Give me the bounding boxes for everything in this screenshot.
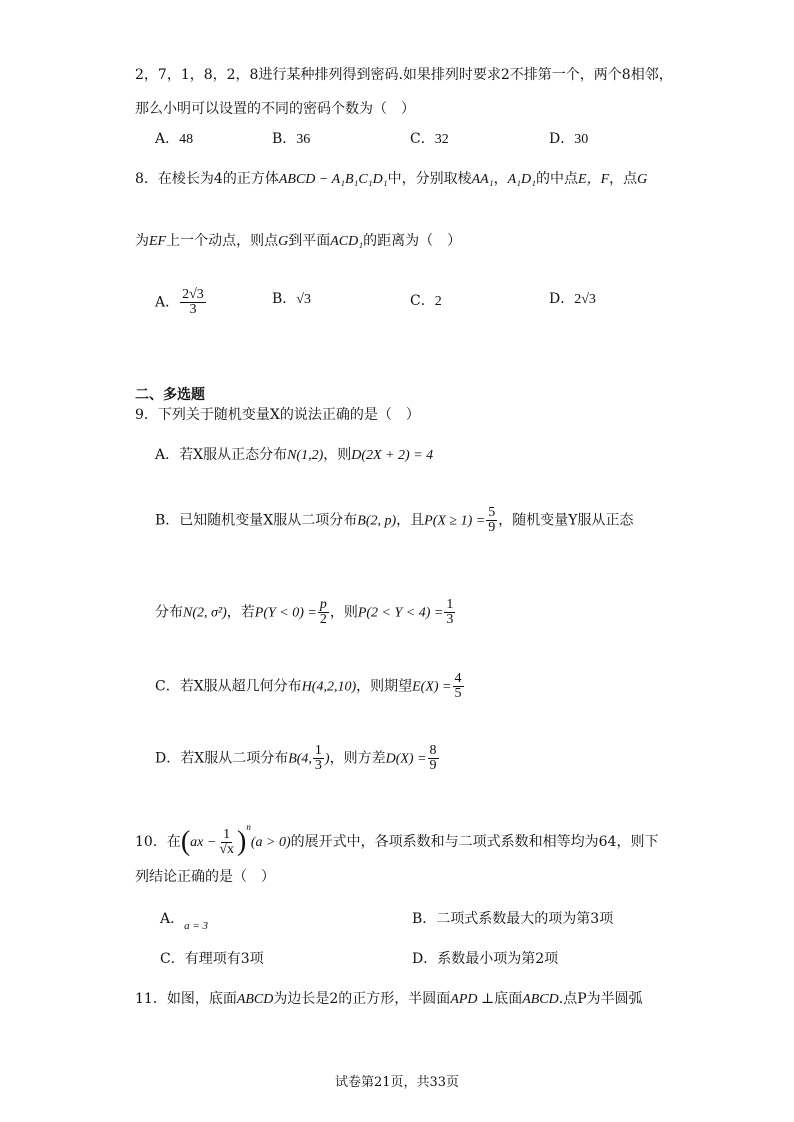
q8-option-c: C．2 (410, 293, 442, 309)
q10-option-c: C．有理项有3项 (160, 951, 264, 967)
page-footer: 试卷第21页，共33页 (334, 1075, 460, 1090)
q8-line1: 8．在棱长为4的正方体ABCD − A₁B₁C₁D₁中，分别取棱AA₁，A₁D₁的中点E，F，点G (135, 171, 648, 187)
q10-option-d: D．系数最小项为第2项 (412, 951, 559, 967)
q10-line2: 列结论正确的是（ ） (135, 869, 275, 885)
q10-option-b: B．二项式系数最大的项为第3项 (412, 911, 614, 927)
q11-line1: 11．如图，底面ABCD为边长是2的正方形，半圆面APD ⊥底面ABCD.点P为半圆弧 (135, 991, 643, 1007)
q8-option-a: A． $\frac{2√3}{3}$ (155, 287, 204, 317)
q10-option-a: A．$_{a = 3}$ (160, 911, 209, 932)
q7-option-a: A．48 (155, 131, 194, 147)
q10-line1: 10．在(ax − $\frac{1}{√x}$ )$^n$(a > 0)的展开式中，各项系数和与二项式系数和相等均为64，则下 (135, 822, 659, 857)
section-heading: 二、多选题 (135, 387, 205, 403)
q9-option-d: D．若X服从二项分布B(4, $\frac{1}{3}$ )，则方差D(X) = $\frac{8}{9}$ (155, 743, 437, 773)
q9-option-c: C．若X服从超几何分布H(4,2,10)，则期望E(X) = $\frac{4}{5}$ (155, 671, 462, 701)
q7-line2: 那么小明可以设置的不同的密码个数为（ ） (135, 101, 415, 117)
q7-option-b: B．36 (272, 131, 311, 147)
q7-option-c: C．32 (410, 131, 449, 147)
q9-option-a: A．若X服从正态分布N(1,2)，则D(2X + 2) = 4 (155, 447, 434, 463)
q8-option-b: B．√3 (272, 291, 311, 307)
q7-line1: 2，7，1，8，2，8进行某种排列得到密码.如果排列时要求2不排第一个，两个8相邻， (135, 67, 673, 83)
q9-option-b: B．已知随机变量X服从二项分布B(2, p)，且P(X ≥ 1) = $\frac{5}{9}$ ，随机变量Y服从正态 (155, 505, 634, 535)
q7-option-d: D．30 (549, 131, 589, 147)
q8-line2: 为EF上一个动点，则点G到平面ACD₁的距离为（ ） (135, 233, 462, 249)
q8-option-d: D．2√3 (549, 291, 596, 307)
q9-option-b-line2: 分布N(2, σ²)，若P(Y < 0) = $\frac{p}{2}$ ，则P(2 < Y < 4) = $\frac{1}{3}$ (155, 597, 454, 627)
q9-stem: 9．下列关于随机变量X的说法正确的是（ ） (135, 407, 420, 423)
